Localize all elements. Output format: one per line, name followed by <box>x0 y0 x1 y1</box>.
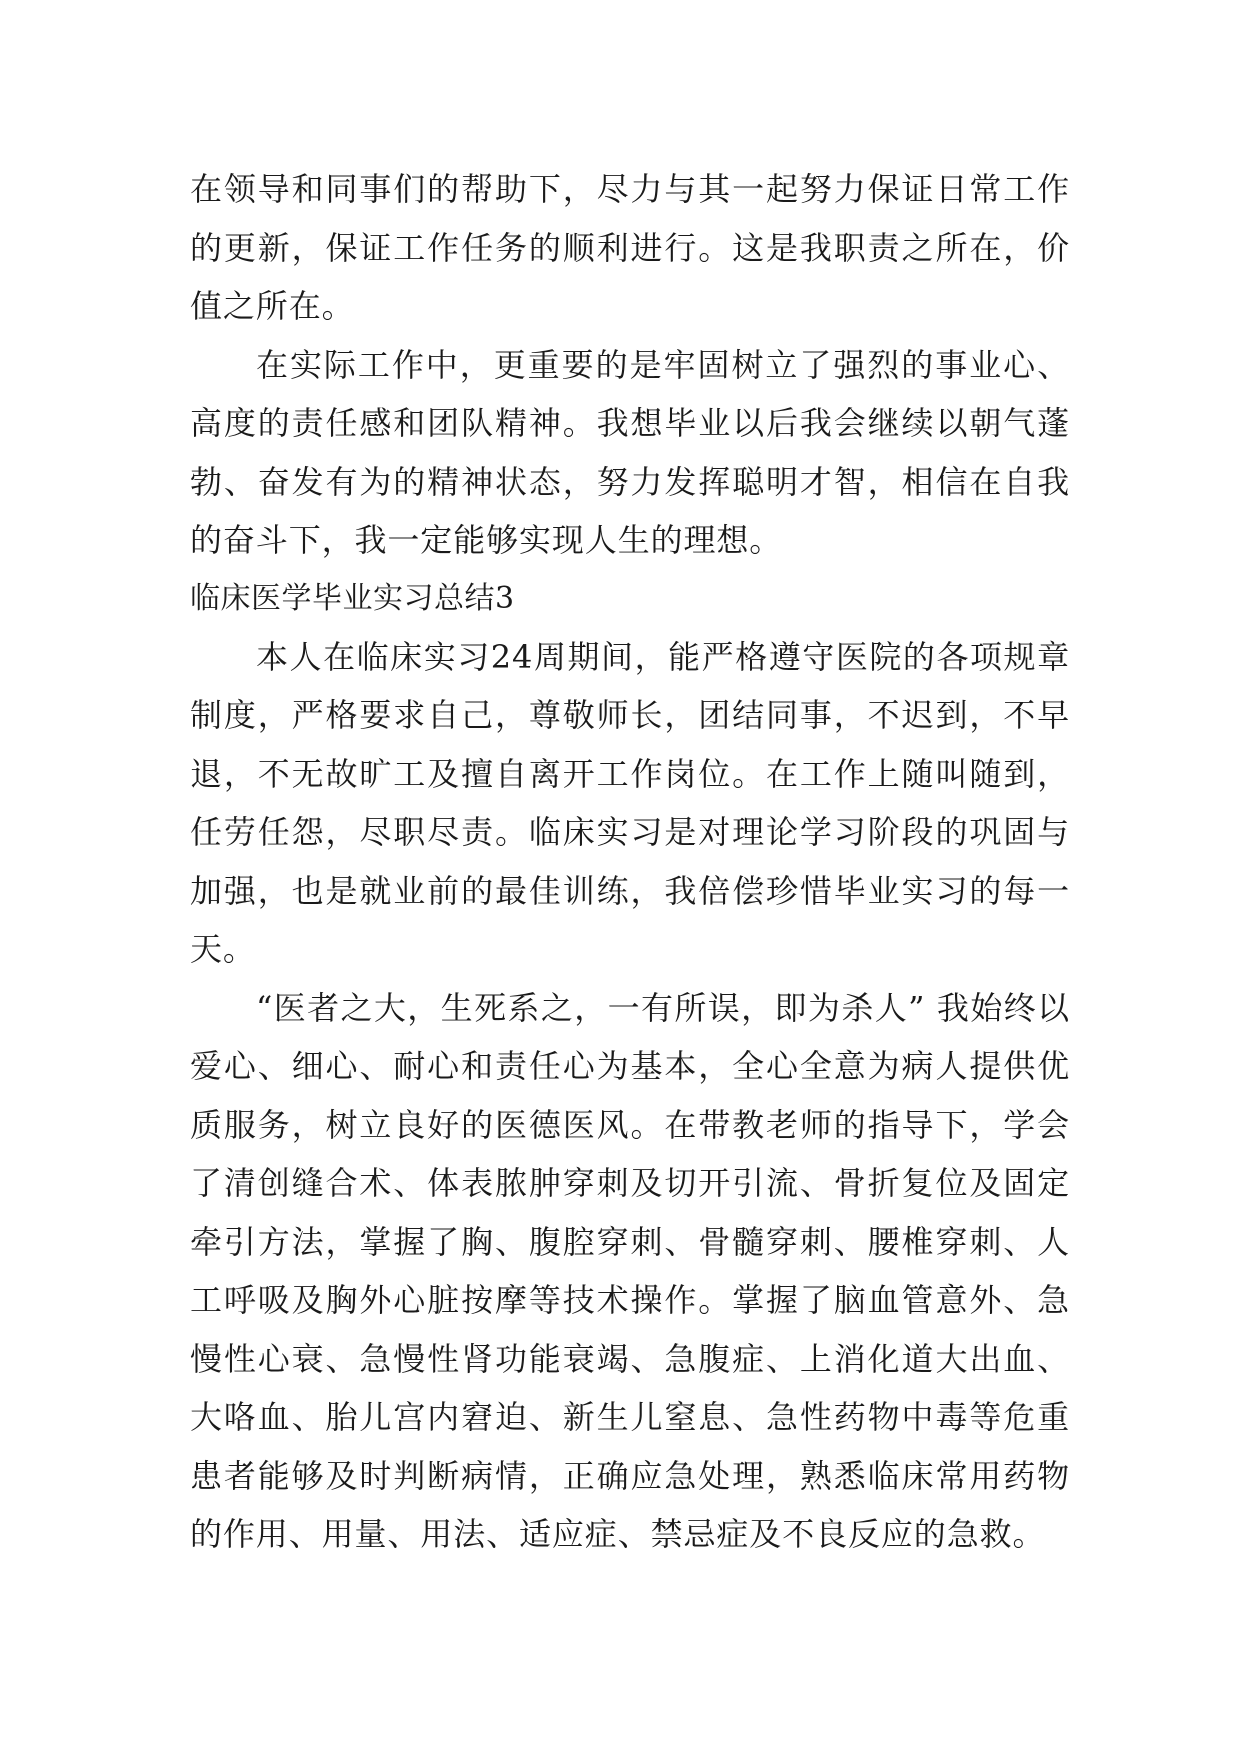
paragraph-4: “医者之大，生死系之，一有所误，即为杀人” 我始终以爱心、细心、耐心和责任心为基本，全心全意为病人提供优质服务，树立良好的医德医风。在带教老师的指导下，学会了清创缝合术、体表脓肿穿刺及切开引流、骨折复位及固定牵引方法，掌握了胸、腹腔穿刺、骨髓穿刺、腰椎穿刺、人工呼吸及胸外心脏按摩等技术操作。掌握了脑血管意外、急慢性心衰、急慢性肾功能衰竭、急腹症、上消化道大出血、大咯血、胎儿宫内窘迫、新生儿窒息、急性药物中毒等危重患者能够及时判断病情，正确应急处理，熟悉临床常用药物的作用、用量、用法、适应症、禁忌症及不良反应的急救。 <box>190 988 1070 1553</box>
paragraph-3: 本人在临床实习24周期间，能严格遵守医院的各项规章制度，严格要求自己，尊敬师长，团结同事，不迟到，不早退，不无故旷工及擅自离开工作岗位。在工作上随叫随到，任劳任怨，尽职尽责。临床实习是对理论学习阶段的巩固与加强，也是就业前的最佳训练，我倍偿珍惜毕业实习的每一天。 <box>190 637 1070 968</box>
document-body <box>190 160 1070 1564</box>
paragraph-1: 在领导和同事们的帮助下，尽力与其一起努力保证日常工作的更新，保证工作任务的顺利进行。这是我职责之所在，价值之所在。 <box>190 170 1070 325</box>
section-heading: 临床医学毕业实习总结3 <box>190 580 515 616</box>
paragraph-2: 在实际工作中，更重要的是牢固树立了强烈的事业心、高度的责任感和团队精神。我想毕业以后我会继续以朝气蓬勃、奋发有为的精神状态，努力发挥聪明才智，相信在自我的奋斗下，我一定能够实现人生的理想。 <box>190 345 1070 559</box>
